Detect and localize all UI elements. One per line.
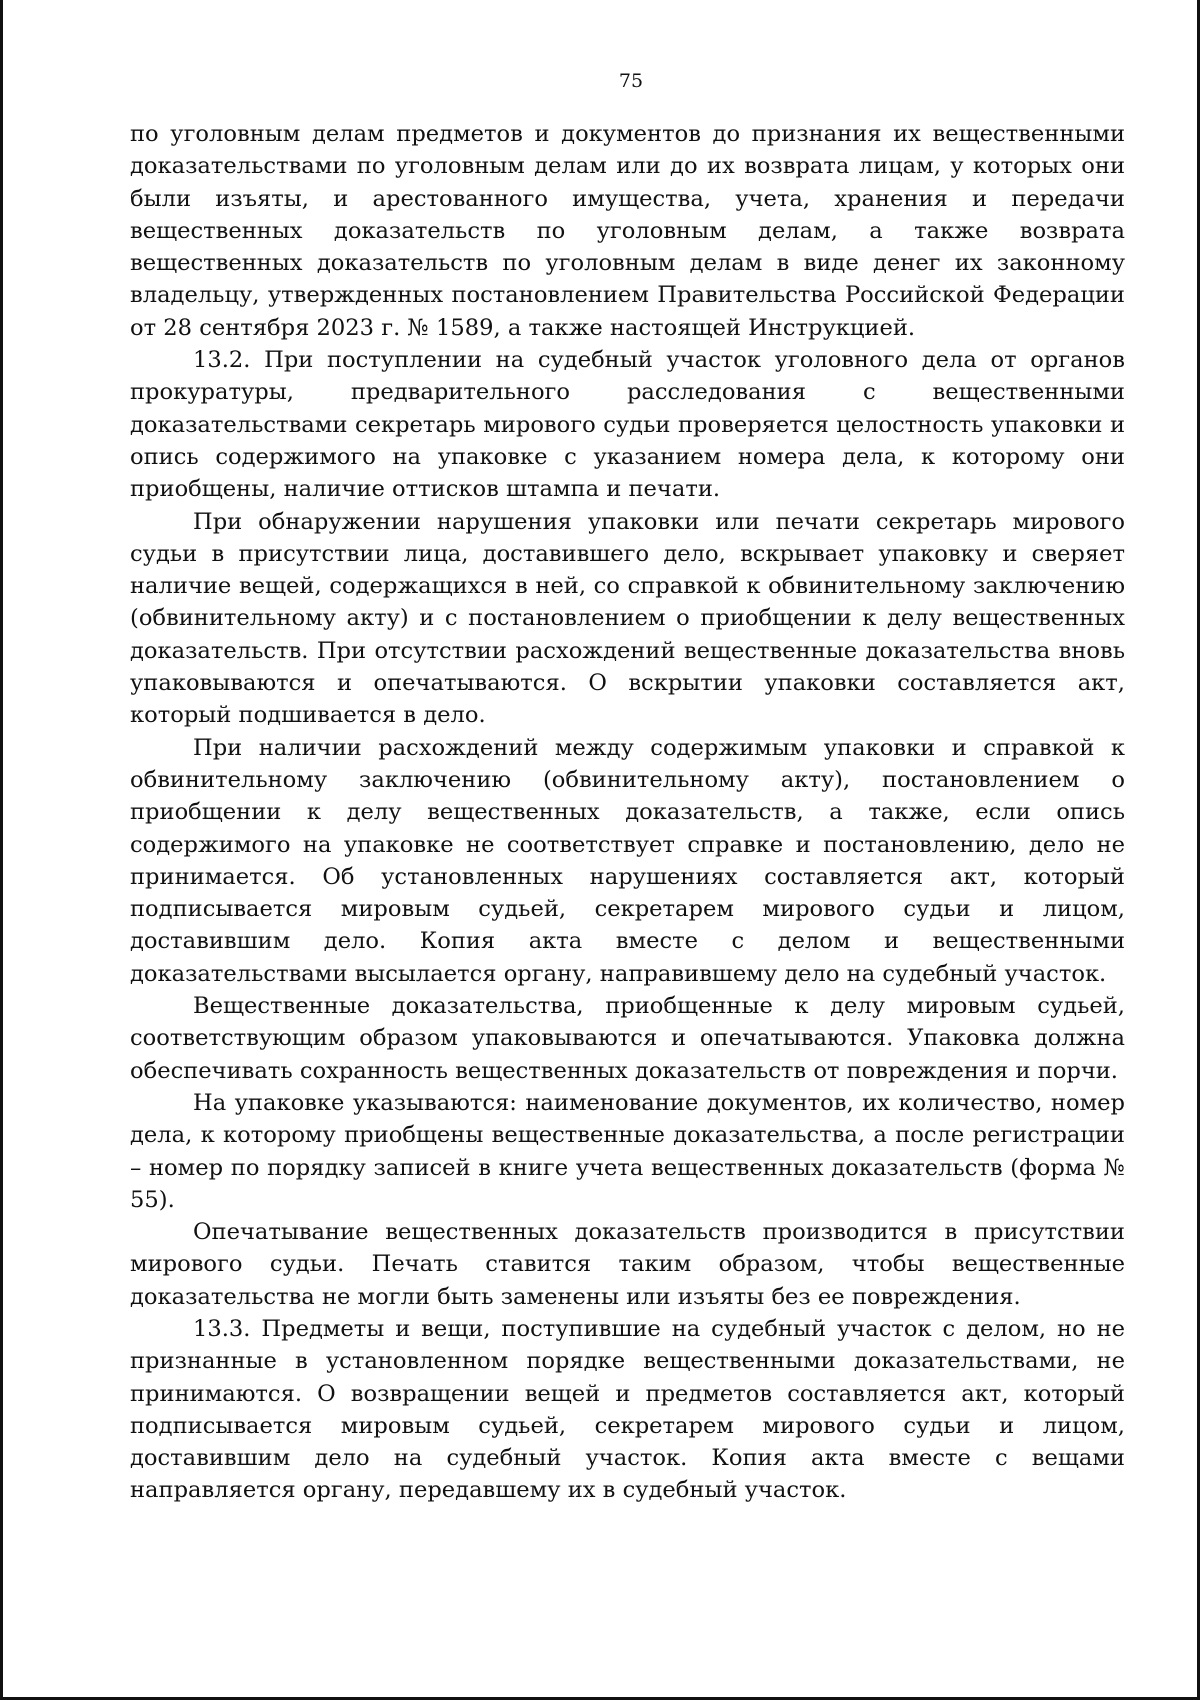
paragraph-packaging-violation: При обнаружении нарушения упаковки или печати секретарь мирового судьи в присутствии лица, доставившего дело, вскрывает упаковку и сверяет наличие вещей, содержащихся в ней, со справкой к обвинительному заключению (обвинительному акту) и с постановлением о приобщении к делу вещественных доказательств. При отсутствии расхождений вещественные доказательства вновь упаковываются и опечатываются. О вскрытии упаковки составляется акт, который подшивается в дело.: [130, 508, 1125, 729]
page-border-left: [0, 0, 3, 1700]
paragraph-13-2: 13.2. При поступлении на судебный участок уголовного дела от органов прокуратуры, предварительного расследования с вещественными доказательствами секретарь мирового судьи проверяется целостность упаковки и опись содержимого на упаковке с указанием номера дела, к которому они приобщены, наличие оттисков штампа и печати.: [130, 347, 1125, 503]
paragraph-continuation: по уголовным делам предметов и документов до признания их вещественными доказательствами по уголовным делам или до их возврата лицам, у которых они были изъяты, и арестованного имущества, учета, хранения и передачи вещественных доказательств по уголовным делам, а также возврата вещественных доказательств по уголовным делам в виде денег их законному владельцу, утвержденных постановлением Правительства Российской Федерации от 28 сентября 2023 г. № 1589, а также настоящей Инструкцией.: [130, 121, 1125, 341]
page-number: 75: [618, 70, 644, 92]
paragraph-evidence-packaging: Вещественные доказательства, приобщенные к делу мировым судьей, соответствующим образом упаковываются и опечатываются. Упаковка должна обеспечивать сохранность вещественных доказательств от повреждения и порчи.: [130, 993, 1125, 1084]
paragraph-discrepancies: При наличии расхождений между содержимым упаковки и справкой к обвинительному заключению (обвинительному акту), постановлением о приобщении к делу вещественных доказательств, а также, если опись содержимого на упаковке не соответствует справке и постановлению, дело не принимается. Об установленных нарушениях составляется акт, который подписывается мировым судьей, секретарем мирового судьи и лицом, доставившим дело. Копия акта вместе с делом и вещественными доказательствами высылается органу, направившему дело на судебный участок.: [130, 734, 1125, 987]
paragraph-13-3: 13.3. Предметы и вещи, поступившие на судебный участок с делом, но не признанные в установленном порядке вещественными доказательствами, не принимаются. О возвращении вещей и предметов составляется акт, который подписывается мировым судьей, секретарем мирового судьи и лицом, доставившим дело на судебный участок. Копия акта вместе с вещами направляется органу, передавшему их в судебный участок.: [130, 1315, 1125, 1504]
document-body: [130, 118, 1125, 1507]
paragraph-sealing: Опечатывание вещественных доказательств производится в присутствии мирового судьи. Печать ставится таким образом, чтобы вещественные доказательства не могли быть заменены или изъяты без ее повреждения.: [130, 1219, 1125, 1310]
paragraph-package-labeling: На упаковке указываются: наименование документов, их количество, номер дела, к которому приобщены вещественные доказательства, а после регистрации – номер по порядку записей в книге учета вещественных доказательств (форма № 55).: [130, 1089, 1125, 1213]
